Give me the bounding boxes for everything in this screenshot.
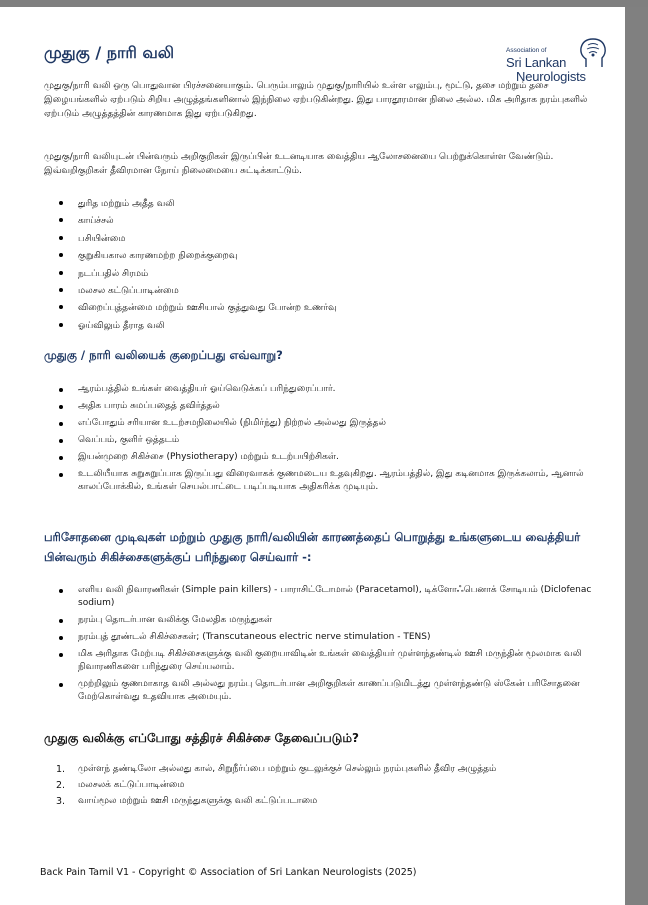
list-item: பசியின்மை bbox=[44, 231, 612, 248]
list-text: வாய்மூல மற்றும் ஊசி மருந்துகளுக்கு வலி கட்டுப்படாமை bbox=[78, 796, 318, 806]
list-item: மிக அரிதாக மேற்படி சிகிச்சைகளுக்கு வலி குறையாவிடின் உங்கள் வைத்தியர் முள்ளந்தண்டில் ஊசி மருந்தின் மூலமாக வலி நிவாரணிகளை பரிந்துரை செய்யலாம். bbox=[44, 648, 612, 674]
surgery-list bbox=[44, 763, 612, 808]
warning-signs-list bbox=[44, 196, 612, 335]
warning-section bbox=[44, 150, 612, 178]
list-item: இயன்முறை சிகிச்சை (Physiotherapy) மற்றும் உடற்பயிற்சிகள். bbox=[44, 451, 612, 464]
list-item: எப்போதும் சரியான உடற்சமநிலையில் (நிமிர்ந்து) நிற்றல் அல்லது இருத்தல் bbox=[44, 417, 612, 430]
list-item: மலசல கட்டுப்பாடின்மை bbox=[44, 283, 612, 300]
list-item: துரித மற்றும் அதீத வலி bbox=[44, 196, 612, 213]
list-number: 1. bbox=[56, 764, 66, 775]
list-item: ஓய்விலும் தீராத வலி bbox=[44, 318, 612, 335]
list-item bbox=[44, 763, 612, 776]
surgery-list-wrap bbox=[44, 763, 612, 808]
warning-signs-list-wrap bbox=[44, 196, 612, 335]
list-item: வெப்பம், குளிர் ஒத்தடம் bbox=[44, 434, 612, 447]
logo-text-line3: Neurologists bbox=[516, 69, 586, 84]
treatment-section bbox=[44, 527, 612, 567]
list-item: நரம்பு தொடர்பான வலிக்கு மேலதிக மருந்துகள் bbox=[44, 614, 612, 627]
treatment-list bbox=[44, 584, 612, 704]
list-item: காய்ச்சல் bbox=[44, 213, 612, 230]
treatment-heading: பரிசோதனை முடிவுகள் மற்றும் முதுகு நாரி/வலியின் காரணத்தைப் பொறுத்து உங்களுடைய வைத்தியர் பின்வரும் சிகிச்சைகளுக்குப் பரிந்துரை செய்வார் -: bbox=[44, 530, 581, 564]
warning-intro-paragraph: முதுகு/நாரி வலியுடன் பின்வரும் அறிகுறிகள் இருப்பின் உடனடியாக வைத்திய ஆலோசனையை பெற்றுக்கொள்ள வேண்டும். இவ்வறிகுறிகள் தீவிரமான நோய் நிலைமையை சுட்டிக்காட்டும். bbox=[44, 152, 554, 176]
intro-section bbox=[44, 79, 612, 121]
list-number: 3. bbox=[56, 796, 66, 807]
list-item bbox=[44, 795, 612, 808]
page-title: முதுகு / நாரி வலி bbox=[44, 43, 175, 62]
window-shadow bbox=[0, 0, 648, 7]
list-item: உடலியீயாக சுறுசுறுப்பாக இருப்பது விரைவாகக் குணமடைய உதவுகிறது. ஆரம்பத்தில், இது கடினமாக இருக்கலாம், ஆனால் காலப்போக்கில், உங்கள் செயல்பாட்டை படிப்படியாக அதிகரிக்க முடியும். bbox=[44, 468, 612, 494]
list-item: நரம்புத் தூண்டல் சிகிச்சைகள்; (Transcutaneous electric nerve stimulation - TENS) bbox=[44, 631, 612, 644]
list-item: அதிக பாரம் சுமப்பதைத் தவிர்த்தல் bbox=[44, 400, 612, 413]
list-item: குறுகியகால காரணமற்ற நிறைக்குறைவு bbox=[44, 248, 612, 265]
logo-text-line2: Sri Lankan bbox=[506, 55, 567, 70]
list-item: முற்றிலும் குணமாகாத வலி அல்லது நரம்பு தொடர்பான அறிகுறிகள் காணப்படுமிடத்து முள்ளந்தண்டு ஸ்கேன் பரிசோதனை மேற்கொள்வது உதவியாக அமையும். bbox=[44, 678, 612, 704]
list-number: 2. bbox=[56, 780, 66, 791]
reduce-list-wrap bbox=[44, 383, 612, 494]
intro-paragraph: முதுகு/நாரி வலி ஒரு பொதுவான பிரச்சனையாகும். பெரும்பாலும் முதுகு/நாரியில் உள்ள எலும்பு, மூட்டு, தசை மற்றும் தசை இழையங்களில் ஏற்படும் சிறிய அழுத்தங்களினால் இந்நிலை ஏற்படுகின்றது. இது பாரதூரமான நிலை அல்ல. மிக அரிதாக நரம்புகளில் ஏற்படும் அழுத்தத்தின் காரணமாக இது ஏற்படுகிறது. bbox=[44, 81, 588, 119]
list-item: எளிய வலி நிவாரணிகள் (Simple pain killers) - பாராசிட்டோமால் (Paracetamol), டிக்ளோஃபெனாக் சோடியம் (Diclofenac sodium) bbox=[44, 584, 612, 610]
logo-text-line1: Association of bbox=[506, 47, 547, 54]
list-item: விறைப்புத்தன்மை மற்றும் ஊசியால் குத்துவது போன்ற உணர்வு bbox=[44, 300, 612, 317]
list-text: முள்ளந் தண்டிலோ அல்லது கால், சிறுநீர்ப்பை மற்றும் குடலுக்குச் செல்லும் நரம்புகளில் தீவிர அழுத்தம் bbox=[78, 764, 497, 774]
brain-head-icon bbox=[578, 37, 608, 69]
surgery-section bbox=[44, 730, 612, 746]
reduce-section bbox=[44, 347, 612, 364]
list-item bbox=[44, 779, 612, 792]
treatment-list-wrap bbox=[44, 584, 612, 704]
document-page bbox=[0, 7, 625, 905]
list-item: நடப்பதில் சிரமம் bbox=[44, 266, 612, 283]
surgery-heading: முதுகு வலிக்கு எப்போது சத்திரச் சிகிச்சை தேவைப்படும்? bbox=[44, 731, 359, 745]
page-footer: Back Pain Tamil V1 - Copyright © Association of Sri Lankan Neurologists (2025) bbox=[40, 867, 417, 878]
reduce-heading: முதுகு / நாரி வலியைக் குறைப்பது எவ்வாறு? bbox=[44, 348, 283, 362]
list-text: மலசலக் கட்டுப்பாடின்மை bbox=[78, 780, 185, 790]
reduce-list bbox=[44, 383, 612, 494]
list-item: ஆரம்பத்தில் உங்கள் வைத்தியர் ஓய்வெடுக்கப் பரிந்துரைப்பார். bbox=[44, 383, 612, 396]
